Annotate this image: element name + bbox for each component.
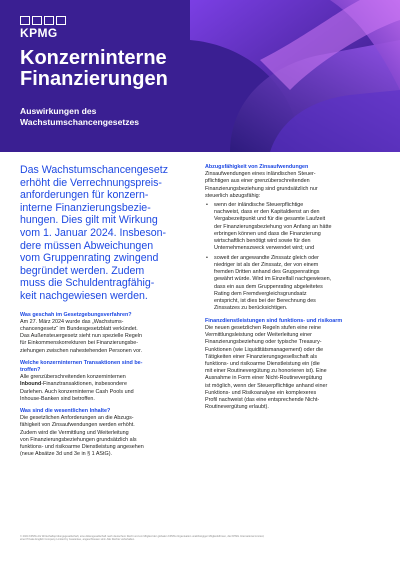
list-item-line: entspricht, ist dies bei der Berechnung des	[214, 298, 316, 305]
heading-line: Was sind die wesentlichen Inhalte?	[20, 407, 111, 414]
body-line: Vermittlungsleistung oder Weiterleitung einer	[205, 332, 312, 339]
body-line: ziehungen zwischen nahestehenden Personen vor.	[20, 347, 142, 354]
body-line: Routinevergütung erlaubt).	[205, 404, 269, 411]
right-column	[205, 164, 385, 411]
heading-line: troffen?	[20, 366, 41, 373]
body-line: Funktions- und Risikoanalyse ein komplexeres	[205, 389, 317, 396]
title-line: Konzerninterne	[20, 47, 167, 69]
body-line: Am 27. März 2024 wurde das „Wachstums-	[20, 318, 124, 325]
lead-line: dere müssen Abweichungen	[20, 239, 154, 252]
list-item-line: nachweist, dass er den Kapitaldienst an den	[214, 209, 320, 216]
page-subtitle	[20, 106, 240, 127]
lead-line: interne Finanzierungsbezie-	[20, 201, 151, 214]
body-line: funktions- und risikoarme Dienstleistung angesehen	[20, 443, 144, 450]
list-item-line: Vergabezeitpunkt und für die gesamte Laufzeit	[214, 216, 326, 223]
body-line: chancengesetz“ im Bundesgesetzblatt verkündet.	[20, 325, 138, 332]
list-item-line: gewährt würde. Wird im Einzelfall nachgewiesen,	[214, 276, 332, 283]
section-heading-contents	[20, 408, 200, 415]
lead-line: vom 1. Januar 2024. Insbeson-	[20, 226, 167, 239]
lead-line: anforderungen für konzern-	[20, 189, 149, 202]
body-line: von Finanzierungsbeziehungen grundsätzlich als	[20, 436, 137, 443]
body-line: Zinsaufwendungen eines inländischen Steuer-	[205, 171, 316, 178]
section-heading-legislation	[20, 312, 200, 319]
list-item-line: niedriger ist als der Zinssatz, der von einem	[214, 262, 319, 269]
footer-legal-notice	[20, 535, 385, 542]
section-body-legislation	[20, 319, 200, 355]
subtitle-line: Wachstumschancengesetzes	[20, 116, 140, 127]
list-item-line: dass ein aus dem Gruppenrating abgeleitetes	[214, 283, 323, 290]
footer-line: © 2024 KPMG AG Wirtschaftsprüfungsgesellschaft, eine Aktiengesellschaft nach deutschem Recht und ein Mitglied der globalen KPMG-Organisation unabhängiger Mitgliedsfirmen, die KPMG International Limited,	[20, 535, 265, 538]
body-line: Zudem wird die Vermittlung und Weiterleitung	[20, 429, 129, 436]
list-item	[205, 202, 385, 252]
kpmg-logo-boxes-icon	[20, 16, 80, 25]
section-body-services	[205, 325, 385, 411]
title-line: Finanzierungen	[20, 68, 168, 90]
list-item-line: wirtschaftlich benötigt wird sowie für den	[214, 238, 311, 245]
lead-line: muss die Schuldentragfähig-	[20, 277, 155, 290]
body-line: Finanzierungsbeziehung oder typische Treasury-	[205, 339, 322, 346]
lead-paragraph	[20, 164, 200, 303]
list-item-line: erbringen können und dass die Finanzierung	[214, 230, 321, 237]
section-heading-services	[205, 318, 385, 325]
section-heading-transactions	[20, 360, 200, 374]
lead-line: vom Gruppenrating zwingend	[20, 252, 159, 265]
body-line: Finanzierungsbeziehung sind grundsätzlich nur	[205, 185, 318, 192]
body-line: Funktionen (wie Liquiditätsmanagement) oder die	[205, 346, 324, 353]
body-line: fähigkeit von Zinsaufwendungen werden erhöht.	[20, 422, 135, 429]
heading-line: Welche konzerninternen Transaktionen sind be-	[20, 359, 143, 366]
lead-line: Das Wachstumschancengesetz	[20, 164, 168, 176]
heading-line: Was geschah im Gesetzgebungsverfahren?	[20, 311, 132, 318]
body-line: Die gesetzlichen Anforderungen an die Abzugs-	[20, 415, 134, 422]
hero-banner	[0, 0, 400, 152]
section-body-contents	[20, 415, 200, 458]
kpmg-logo	[20, 16, 80, 39]
section-intro-deductibility	[205, 171, 385, 200]
body-line: Inhouse-Banken sind betroffen.	[20, 395, 95, 402]
list-item-line: fremden Dritten anhand des Gruppenratings	[214, 269, 320, 276]
list-item-line: Rating dem Fremdvergleichsgrundsatz	[214, 290, 307, 297]
subtitle-line: Auswirkungen des	[20, 106, 97, 116]
body-line: Das Außensteuergesetz sieht nun spezielle Regeln	[20, 333, 142, 340]
body-line: Alle grenzüberschreitenden konzerninternen	[20, 374, 126, 381]
footer-line: einer Private English Company Limited by Guarantee, angeschlossen sind. Alle Rechte vorbehalten.	[20, 538, 135, 542]
body-line: Inbound-Finanztransaktionen, insbesondere	[20, 381, 127, 388]
body-line: steuerlich abzugsfähig:	[205, 192, 261, 199]
list-item-line: der Finanzierungsbeziehung von Anfang an hätte	[214, 223, 332, 230]
body-line: pflichtigen aus einer grenzüberschreitenden	[205, 178, 310, 185]
lead-line: begründet werden. Zudem	[20, 264, 145, 277]
list-item	[205, 255, 385, 313]
body-line: ist möglich, wenn der Steuerpflichtige anhand einer	[205, 382, 328, 389]
body-line: Die neuen gesetzlichen Regeln stufen eine reine	[205, 325, 321, 332]
heading-line: Abzugsfähigkeit von Zinsaufwendungen	[205, 164, 309, 170]
heading-line: Finanzdienstleistungen sind funktions- und risikoarm	[205, 317, 343, 324]
body-line: Ausnahme in Form einer Nicht-Routinevergütung	[205, 375, 323, 382]
body-line: mit einer Routinevergütung zu honorieren ist). Eine	[205, 368, 327, 375]
list-item-line: Unternehmenszweck verwendet wird; und	[214, 245, 315, 252]
list-item-line: Zinssatzes zu berücksichtigen.	[214, 305, 288, 312]
body-line: Tätigkeiten einer Finanzierungsgesellschaft als	[205, 353, 318, 360]
list-item-line: • soweit der angewandte Zinssatz gleich oder	[214, 254, 319, 261]
page-title	[20, 48, 240, 90]
body-line: funktions- und risikoarme Dienstleistung ein (die	[205, 361, 320, 368]
lead-line: keit nachgewiesen werden.	[20, 289, 148, 302]
logo-text: KPMG	[20, 26, 58, 40]
list-item-line: • wenn der inländische Steuerpflichtige	[214, 202, 304, 209]
lead-line: hungen. Dies gilt mit Wirkung	[20, 214, 158, 227]
body-line: Profil nachweist (das eine entsprechende Nicht-	[205, 397, 320, 404]
section-heading-deductibility	[205, 164, 385, 171]
section-body-transactions	[20, 374, 200, 403]
body-line: für Einkommenskorrekturen bei Finanzierungsbe-	[20, 340, 139, 347]
body-line: Darlehen. Auch konzerninterne Cash Pools und	[20, 388, 134, 395]
body-line: (neue Absätze 3d und 3e in § 1 AStG).	[20, 451, 113, 458]
lead-line: erhöht die Verrechnungspreis-	[20, 176, 162, 189]
conditions-list	[205, 202, 385, 312]
left-column	[20, 164, 200, 458]
